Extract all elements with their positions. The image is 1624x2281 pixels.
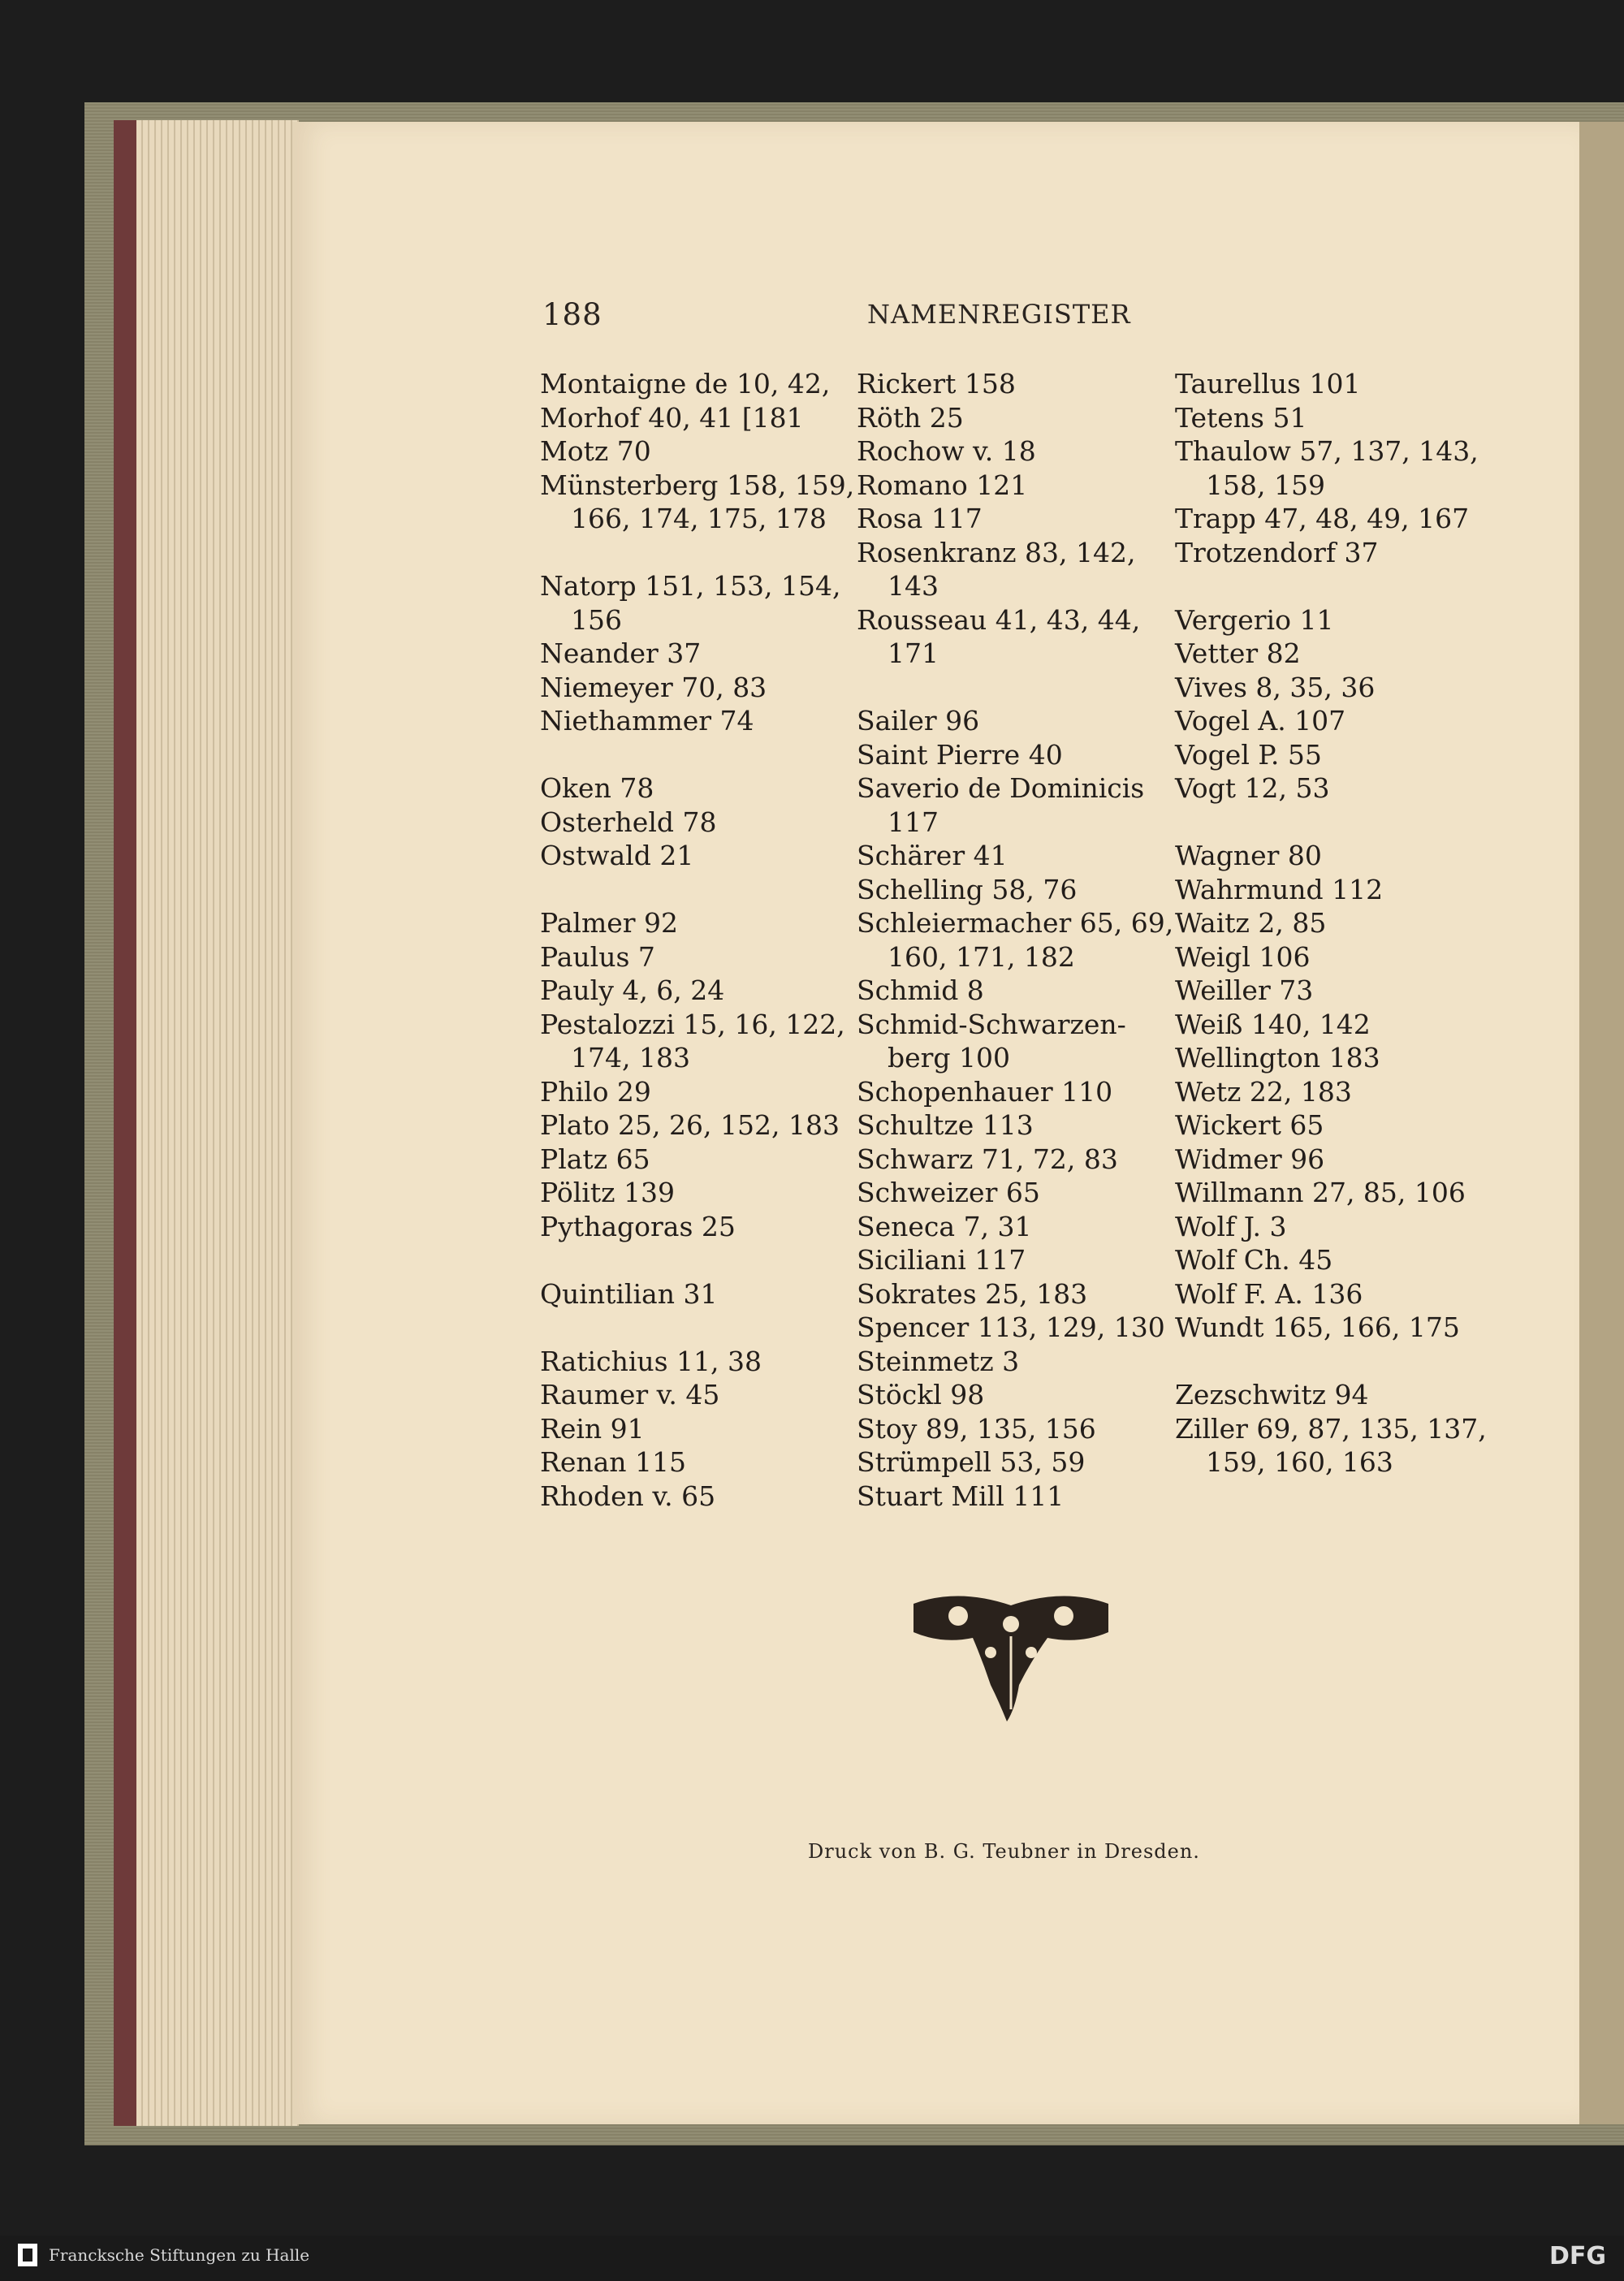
index-entry: Schwarz 71, 72, 83 [857, 1143, 1118, 1175]
facing-page-edge [1579, 122, 1624, 2124]
index-entry: Schleiermacher 65, 69, [857, 907, 1174, 939]
index-entry: Vogt 12, 53 [1175, 772, 1330, 804]
viewer-footer [0, 2236, 1624, 2281]
index-entry: Osterheld 78 [540, 806, 717, 838]
index-entry: Seneca 7, 31 [857, 1210, 1032, 1242]
ornament-vignette-icon [909, 1588, 1112, 1734]
index-entry: Rosenkranz 83, 142, [857, 536, 1136, 568]
index-entry: Weigl 106 [1175, 940, 1311, 973]
index-entry: Rickert 158 [857, 368, 1016, 400]
index-entry: Ratichius 11, 38 [540, 1345, 762, 1377]
index-entry: Neander 37 [540, 637, 702, 669]
index-entry: Sokrates 25, 183 [857, 1277, 1088, 1310]
index-entry: Rousseau 41, 43, 44, [857, 603, 1141, 636]
index-entry: Stöckl 98 [857, 1379, 985, 1411]
index-entry: Strümpell 53, 59 [857, 1446, 1086, 1478]
index-entry: Willmann 27, 85, 106 [1175, 1177, 1466, 1208]
index-entry: Schultze 113 [857, 1109, 1034, 1141]
index-entry: Schärer 41 [857, 840, 1008, 871]
index-entry: Thaulow 57, 137, 143, [1175, 435, 1479, 467]
index-entry: Waitz 2, 85 [1175, 907, 1327, 939]
index-entry: Weiller 73 [1175, 974, 1314, 1006]
index-entry: Vogel A. 107 [1175, 705, 1346, 737]
index-column-3 [1175, 367, 1492, 1480]
index-entry: Trotzendorf 37 [1175, 536, 1379, 568]
index-entry: Schopenhauer 110 [857, 1075, 1113, 1108]
printer-imprint: Druck von B. G. Teubner in Dresden. [808, 1840, 1200, 1863]
index-entry: Saverio de Dominicis [857, 772, 1145, 804]
index-entry: Pölitz 139 [540, 1177, 675, 1208]
index-entry: Wolf F. A. 136 [1175, 1277, 1363, 1310]
index-entry: Raumer v. 45 [540, 1379, 720, 1411]
index-entry: Vives 8, 35, 36 [1175, 671, 1376, 703]
index-entry: Tetens 51 [1175, 401, 1307, 434]
index-entry: 143 [888, 570, 939, 602]
index-entry: 159, 160, 163 [1206, 1446, 1393, 1478]
page-number: 188 [542, 297, 603, 332]
index-entry: Romano 121 [857, 469, 1028, 501]
index-entry: Oken 78 [540, 772, 654, 804]
page-edges [136, 120, 299, 2126]
index-entry: Schmid-Schwarzen- [857, 1008, 1126, 1040]
index-entry: Vogel P. 55 [1175, 738, 1322, 771]
index-column-2 [857, 367, 1173, 1513]
index-entry: Rochow v. 18 [857, 435, 1036, 467]
index-entry: Stuart Mill 111 [857, 1480, 1065, 1512]
index-entry: Spencer 113, 129, 130 [857, 1311, 1165, 1343]
index-entry: Ziller 69, 87, 135, 137, [1175, 1412, 1487, 1445]
index-entry: Stoy 89, 135, 156 [857, 1412, 1096, 1445]
index-entry: Schweizer 65 [857, 1177, 1040, 1208]
index-entry: Wagner 80 [1175, 840, 1322, 871]
page-title: NAMENREGISTER [867, 299, 1131, 330]
index-entry: 156 [571, 603, 622, 636]
index-entry: Schmid 8 [857, 974, 984, 1006]
index-entry: Steinmetz 3 [857, 1345, 1020, 1377]
index-entry: Trapp 47, 48, 49, 167 [1175, 503, 1470, 534]
index-column-1 [540, 367, 857, 1513]
index-entry: Wellington 183 [1175, 1042, 1380, 1074]
index-entry: Quintilian 31 [540, 1277, 718, 1310]
index-entry: Widmer 96 [1175, 1143, 1325, 1175]
index-entry: Sailer 96 [857, 705, 980, 737]
index-entry: Wickert 65 [1175, 1109, 1324, 1141]
index-entry: Röth 25 [857, 401, 964, 434]
index-entry: Wetz 22, 183 [1175, 1075, 1352, 1108]
index-entry: Paulus 7 [540, 940, 655, 973]
index-entry: Wolf J. 3 [1175, 1210, 1287, 1242]
index-entry: 160, 171, 182 [888, 940, 1075, 973]
index-entry: 166, 174, 175, 178 [571, 503, 827, 534]
index-entry: Rhoden v. 65 [540, 1480, 716, 1512]
index-entry: Morhof 40, 41 [181 [540, 401, 804, 434]
index-entry: Wundt 165, 166, 175 [1175, 1311, 1460, 1343]
index-entry: Münsterberg 158, 159, [540, 469, 855, 501]
index-entry: Montaigne de 10, 42, [540, 368, 831, 400]
index-entry: Plato 25, 26, 152, 183 [540, 1109, 840, 1141]
index-entry: Wolf Ch. 45 [1175, 1244, 1333, 1276]
index-entry: Niethammer 74 [540, 705, 754, 737]
index-entry: 171 [888, 637, 939, 669]
index-entry: 117 [888, 806, 939, 838]
index-entry: Niemeyer 70, 83 [540, 671, 767, 703]
index-entry: berg 100 [888, 1042, 1011, 1074]
index-entry: Motz 70 [540, 435, 651, 467]
index-entry: Weiß 140, 142 [1175, 1008, 1371, 1040]
index-entry: Wahrmund 112 [1175, 873, 1384, 905]
dfg-logo: DFG [1548, 2242, 1606, 2270]
index-entry: Rein 91 [540, 1412, 645, 1445]
index-entry: 174, 183 [571, 1042, 690, 1074]
index-entry: Ostwald 21 [540, 840, 694, 871]
cover-spine-edge [114, 120, 138, 2126]
index-entry: Zezschwitz 94 [1175, 1379, 1369, 1411]
institution-logo-icon [11, 2239, 44, 2271]
index-entry: 158, 159 [1206, 469, 1325, 501]
index-entry: Platz 65 [540, 1143, 650, 1175]
index-entry: Rosa 117 [857, 503, 983, 534]
index-entry: Vergerio 11 [1175, 603, 1334, 636]
index-entry: Siciliani 117 [857, 1244, 1026, 1276]
index-entry: Pestalozzi 15, 16, 122, [540, 1008, 845, 1040]
index-entry: Saint Pierre 40 [857, 738, 1063, 771]
index-entry: Taurellus 101 [1175, 368, 1361, 400]
index-entry: Palmer 92 [540, 907, 679, 939]
index-entry: Pythagoras 25 [540, 1210, 736, 1242]
index-entry: Philo 29 [540, 1075, 651, 1108]
institution-name: Francksche Stiftungen zu Halle [49, 2245, 310, 2265]
index-entry: Natorp 151, 153, 154, [540, 570, 841, 602]
index-entry: Renan 115 [540, 1446, 687, 1478]
index-entry: Vetter 82 [1175, 637, 1301, 669]
index-entry: Pauly 4, 6, 24 [540, 974, 725, 1006]
index-entry: Schelling 58, 76 [857, 873, 1078, 905]
